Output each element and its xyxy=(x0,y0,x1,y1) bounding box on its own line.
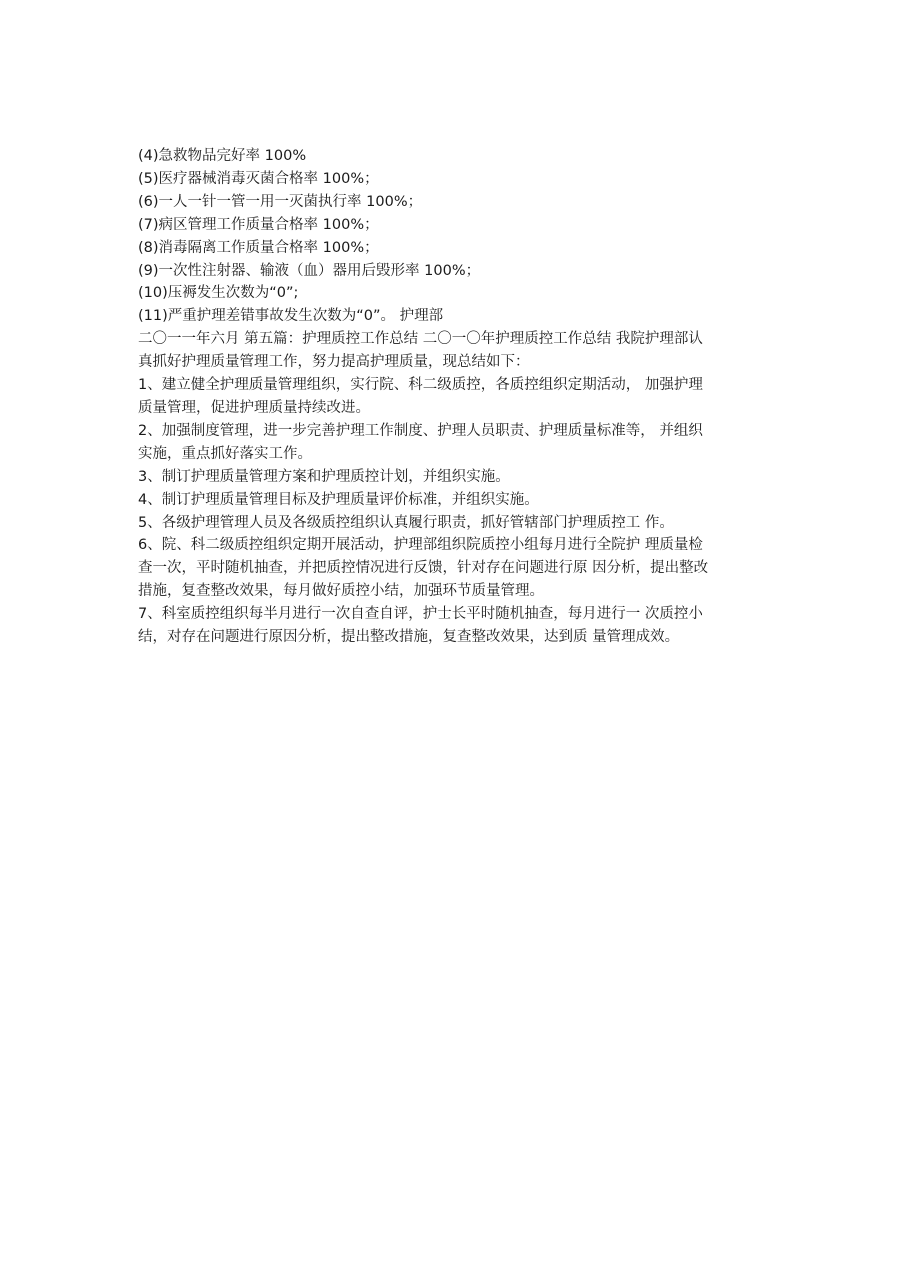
text-line: 措施，复查整改效果，每月做好质控小结，加强环节质量管理。 xyxy=(138,583,544,600)
text-line: 2、加强制度管理，进一步完善护理工作制度、护理人员职责、护理质量标准等， 并组织 xyxy=(138,422,703,439)
text-line: 7、科室质控组织每半月进行一次自查自评，护士长平时随机抽查，每月进行一 次质控小 xyxy=(138,606,703,623)
text-line: (8)消毒隔离工作质量合格率 100%； xyxy=(138,239,379,256)
text-line: (9)一次性注射器、输液（血）器用后毁形率 100%； xyxy=(138,262,481,279)
text-line: 5、各级护理管理人员及各级质控组织认真履行职责，抓好管辖部门护理质控工 作。 xyxy=(138,514,674,531)
document-body xyxy=(138,145,778,649)
text-line: 结，对存在问题进行原因分析，提出整改措施，复查整改效果，达到质 量管理成效。 xyxy=(138,629,680,646)
text-line: (4)急救物品完好率 100% xyxy=(138,148,307,164)
text-line: (7)病区管理工作质量合格率 100%； xyxy=(138,216,379,233)
text-line: 1、建立健全护理质量管理组织，实行院、科二级质控，各质控组织定期活动， 加强护理 xyxy=(138,377,703,394)
text-line: 6、院、科二级质控组织定期开展活动，护理部组织院质控小组每月进行全院护 理质量检 xyxy=(138,537,703,554)
text-line: (5)医疗器械消毒灭菌合格率 100%； xyxy=(138,170,379,187)
text-line: (11)严重护理差错事故发生次数为“0”。 护理部 xyxy=(138,308,444,325)
text-line: 二〇一一年六月 第五篇：护理质控工作总结 二〇一〇年护理质控工作总结 我院护理部认 xyxy=(138,331,703,348)
text-line: 4、制订护理质量管理目标及护理质量评价标准，并组织实施。 xyxy=(138,491,539,508)
text-line: (6)一人一针一管一用一灭菌执行率 100%； xyxy=(138,193,423,210)
text-line: 实施，重点抓好落实工作。 xyxy=(138,445,312,462)
text-line: 查一次，平时随机抽查，并把质控情况进行反馈，针对存在问题进行原 因分析，提出整改 xyxy=(138,560,709,577)
text-line: 真抓好护理质量管理工作，努力提高护理质量，现总结如下： xyxy=(138,354,530,371)
text-line: 质量管理，促进护理质量持续改进。 xyxy=(138,399,370,416)
text-line: 3、制订护理质量管理方案和护理质控计划，并组织实施。 xyxy=(138,468,510,485)
text-line: (10)压褥发生次数为“0”; xyxy=(138,285,299,302)
